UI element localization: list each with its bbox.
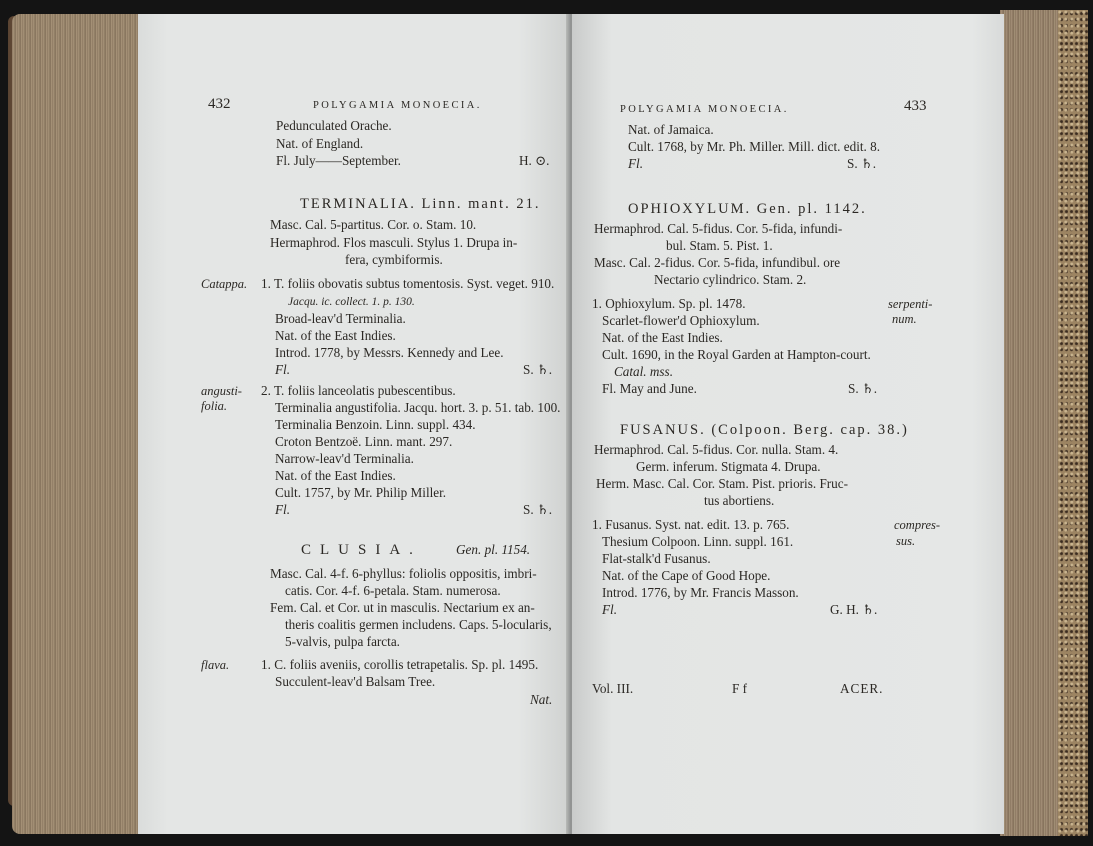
- text-line: theris coalitis germen includens. Caps. 5-locularis,: [285, 617, 552, 632]
- text-line: 2. T. foliis lanceolatis pubescentibus.: [261, 383, 456, 398]
- text-line: Herm. Masc. Cal. Cor. Stam. Pist. prioris. Fruc-: [596, 476, 849, 491]
- page-number: 433: [904, 98, 927, 114]
- text-line: Fl.: [602, 602, 618, 617]
- text-line: Thesium Colpoon. Linn. suppl. 161.: [602, 534, 794, 549]
- margin-note: compres-: [894, 518, 941, 532]
- text-line: Croton Bentzoë. Linn. mant. 297.: [275, 434, 453, 449]
- text-line: catis. Cor. 4-f. 6-petala. Stam. numerosa.: [285, 583, 501, 598]
- text-line: Broad-leav'd Terminalia.: [275, 311, 406, 326]
- text-line: Hermaphrod. Cal. 5-fidus. Cor. nulla. Stam. 4.: [594, 442, 839, 457]
- text-line: Gen. pl. 1154.: [456, 542, 531, 557]
- text-line: Nat. of England.: [276, 136, 364, 151]
- text-line: Fl.: [275, 362, 291, 377]
- genus-heading: TERMINALIA. Linn. mant. 21.: [300, 196, 541, 212]
- text-line: Introd. 1776, by Mr. Francis Masson.: [602, 585, 799, 600]
- genus-heading: FUSANUS. (Colpoon. Berg. cap. 38.): [620, 422, 909, 438]
- margin-note: flava.: [201, 658, 230, 672]
- right-page: [572, 14, 1004, 834]
- text-line: Cult. 1768, by Mr. Ph. Miller. Mill. dict. edit. 8.: [628, 139, 881, 154]
- text-line: Fl.: [275, 502, 291, 517]
- left-page: [138, 14, 570, 834]
- gathering-signature: F f: [732, 681, 748, 696]
- text-line: 1. Fusanus. Syst. nat. edit. 13. p. 765.: [592, 517, 790, 532]
- text-line: Masc. Cal. 2-fidus. Cor. 5-fida, infundibul. ore: [594, 255, 841, 270]
- text-line: Fl.: [628, 156, 644, 171]
- text-line: Hermaphrod. Cal. 5-fidus. Cor. 5-fida, infundi-: [594, 221, 843, 236]
- text-line: Nectario cylindrico. Stam. 2.: [654, 272, 807, 287]
- text-line: Catal. mss.: [614, 364, 673, 379]
- margin-note: serpenti-: [888, 297, 933, 311]
- genus-heading: OPHIOXYLUM. Gen. pl. 1142.: [628, 201, 867, 217]
- text-line: Fl. May and June.: [602, 381, 697, 396]
- text-line: H. ⊙.: [519, 153, 550, 168]
- text-line: Masc. Cal. 4-f. 6-phyllus: foliolis oppositis, imbri-: [270, 566, 537, 581]
- text-line: fera, cymbiformis.: [345, 252, 443, 267]
- margin-note: num.: [892, 312, 917, 326]
- text-line: Terminalia Benzoin. Linn. suppl. 434.: [275, 417, 476, 432]
- text-line: 5-valvis, pulpa farcta.: [285, 634, 400, 649]
- margin-note: sus.: [896, 534, 916, 548]
- text-line: Narrow-leav'd Terminalia.: [275, 451, 414, 466]
- text-line: 1. Ophioxylum. Sp. pl. 1478.: [592, 296, 746, 311]
- text-line: Fl. July——September.: [276, 153, 401, 168]
- text-line: Masc. Cal. 5-partitus. Cor. o. Stam. 10.: [270, 217, 477, 232]
- text-line: Nat. of the East Indies.: [275, 468, 396, 483]
- text-line: Introd. 1778, by Messrs. Kennedy and Lee.: [275, 345, 504, 360]
- margin-note: Catappa.: [201, 277, 248, 291]
- text-line: Flat-stalk'd Fusanus.: [602, 551, 711, 566]
- right-cover: [1058, 10, 1088, 836]
- text-line: Pedunculated Orache.: [276, 118, 392, 133]
- text-line: Cult. 1757, by Mr. Philip Miller.: [275, 485, 447, 500]
- text-line: Fem. Cal. et Cor. ut in masculis. Nectarium ex an-: [270, 600, 535, 615]
- text-line: Terminalia angustifolia. Jacqu. hort. 3. p. 51. tab. 100.: [275, 400, 561, 415]
- text-line: 1. T. foliis obovatis subtus tomentosis. Syst. veget. 910.: [261, 276, 555, 291]
- text-line: Nat. of the East Indies.: [275, 328, 396, 343]
- text-line: S. ♄.: [847, 156, 877, 171]
- text-line: Cult. 1690, in the Royal Garden at Hampton-court.: [602, 347, 871, 362]
- text-line: 1. C. foliis aveniis, corollis tetrapetalis. Sp. pl. 1495.: [261, 657, 539, 672]
- running-head: POLYGAMIA MONOECIA.: [313, 100, 482, 111]
- text-line: S. ♄.: [848, 381, 878, 396]
- catchword: Nat.: [530, 692, 553, 707]
- margin-note: folia.: [201, 399, 228, 413]
- running-head: POLYGAMIA MONOECIA.: [620, 104, 789, 115]
- genus-heading: CLUSIA.: [301, 542, 422, 558]
- text-line: Nat. of Jamaica.: [628, 122, 714, 137]
- text-line: bul. Stam. 5. Pist. 1.: [666, 238, 773, 253]
- text-line: Nat. of the East Indies.: [602, 330, 723, 345]
- margin-note: angusti-: [201, 384, 242, 398]
- text-line: G. H. ♄.: [830, 602, 878, 617]
- text-line: Nat. of the Cape of Good Hope.: [602, 568, 771, 583]
- text-line: Succulent-leav'd Balsam Tree.: [275, 674, 436, 689]
- left-page-edges: [12, 14, 142, 834]
- text-line: Scarlet-flower'd Ophioxylum.: [602, 313, 760, 328]
- volume-signature: Vol. III.: [592, 681, 634, 696]
- text-line: Hermaphrod. Flos masculi. Stylus 1. Drupa in-: [270, 235, 518, 250]
- text-line: S. ♄.: [523, 362, 553, 377]
- text-line: Jacqu. ic. collect. 1. p. 130.: [288, 296, 415, 308]
- text-line: Germ. inferum. Stigmata 4. Drupa.: [636, 459, 821, 474]
- text-line: S. ♄.: [523, 502, 553, 517]
- page-number: 432: [208, 96, 231, 112]
- catchword: ACER.: [840, 681, 884, 696]
- text-line: tus abortiens.: [704, 493, 775, 508]
